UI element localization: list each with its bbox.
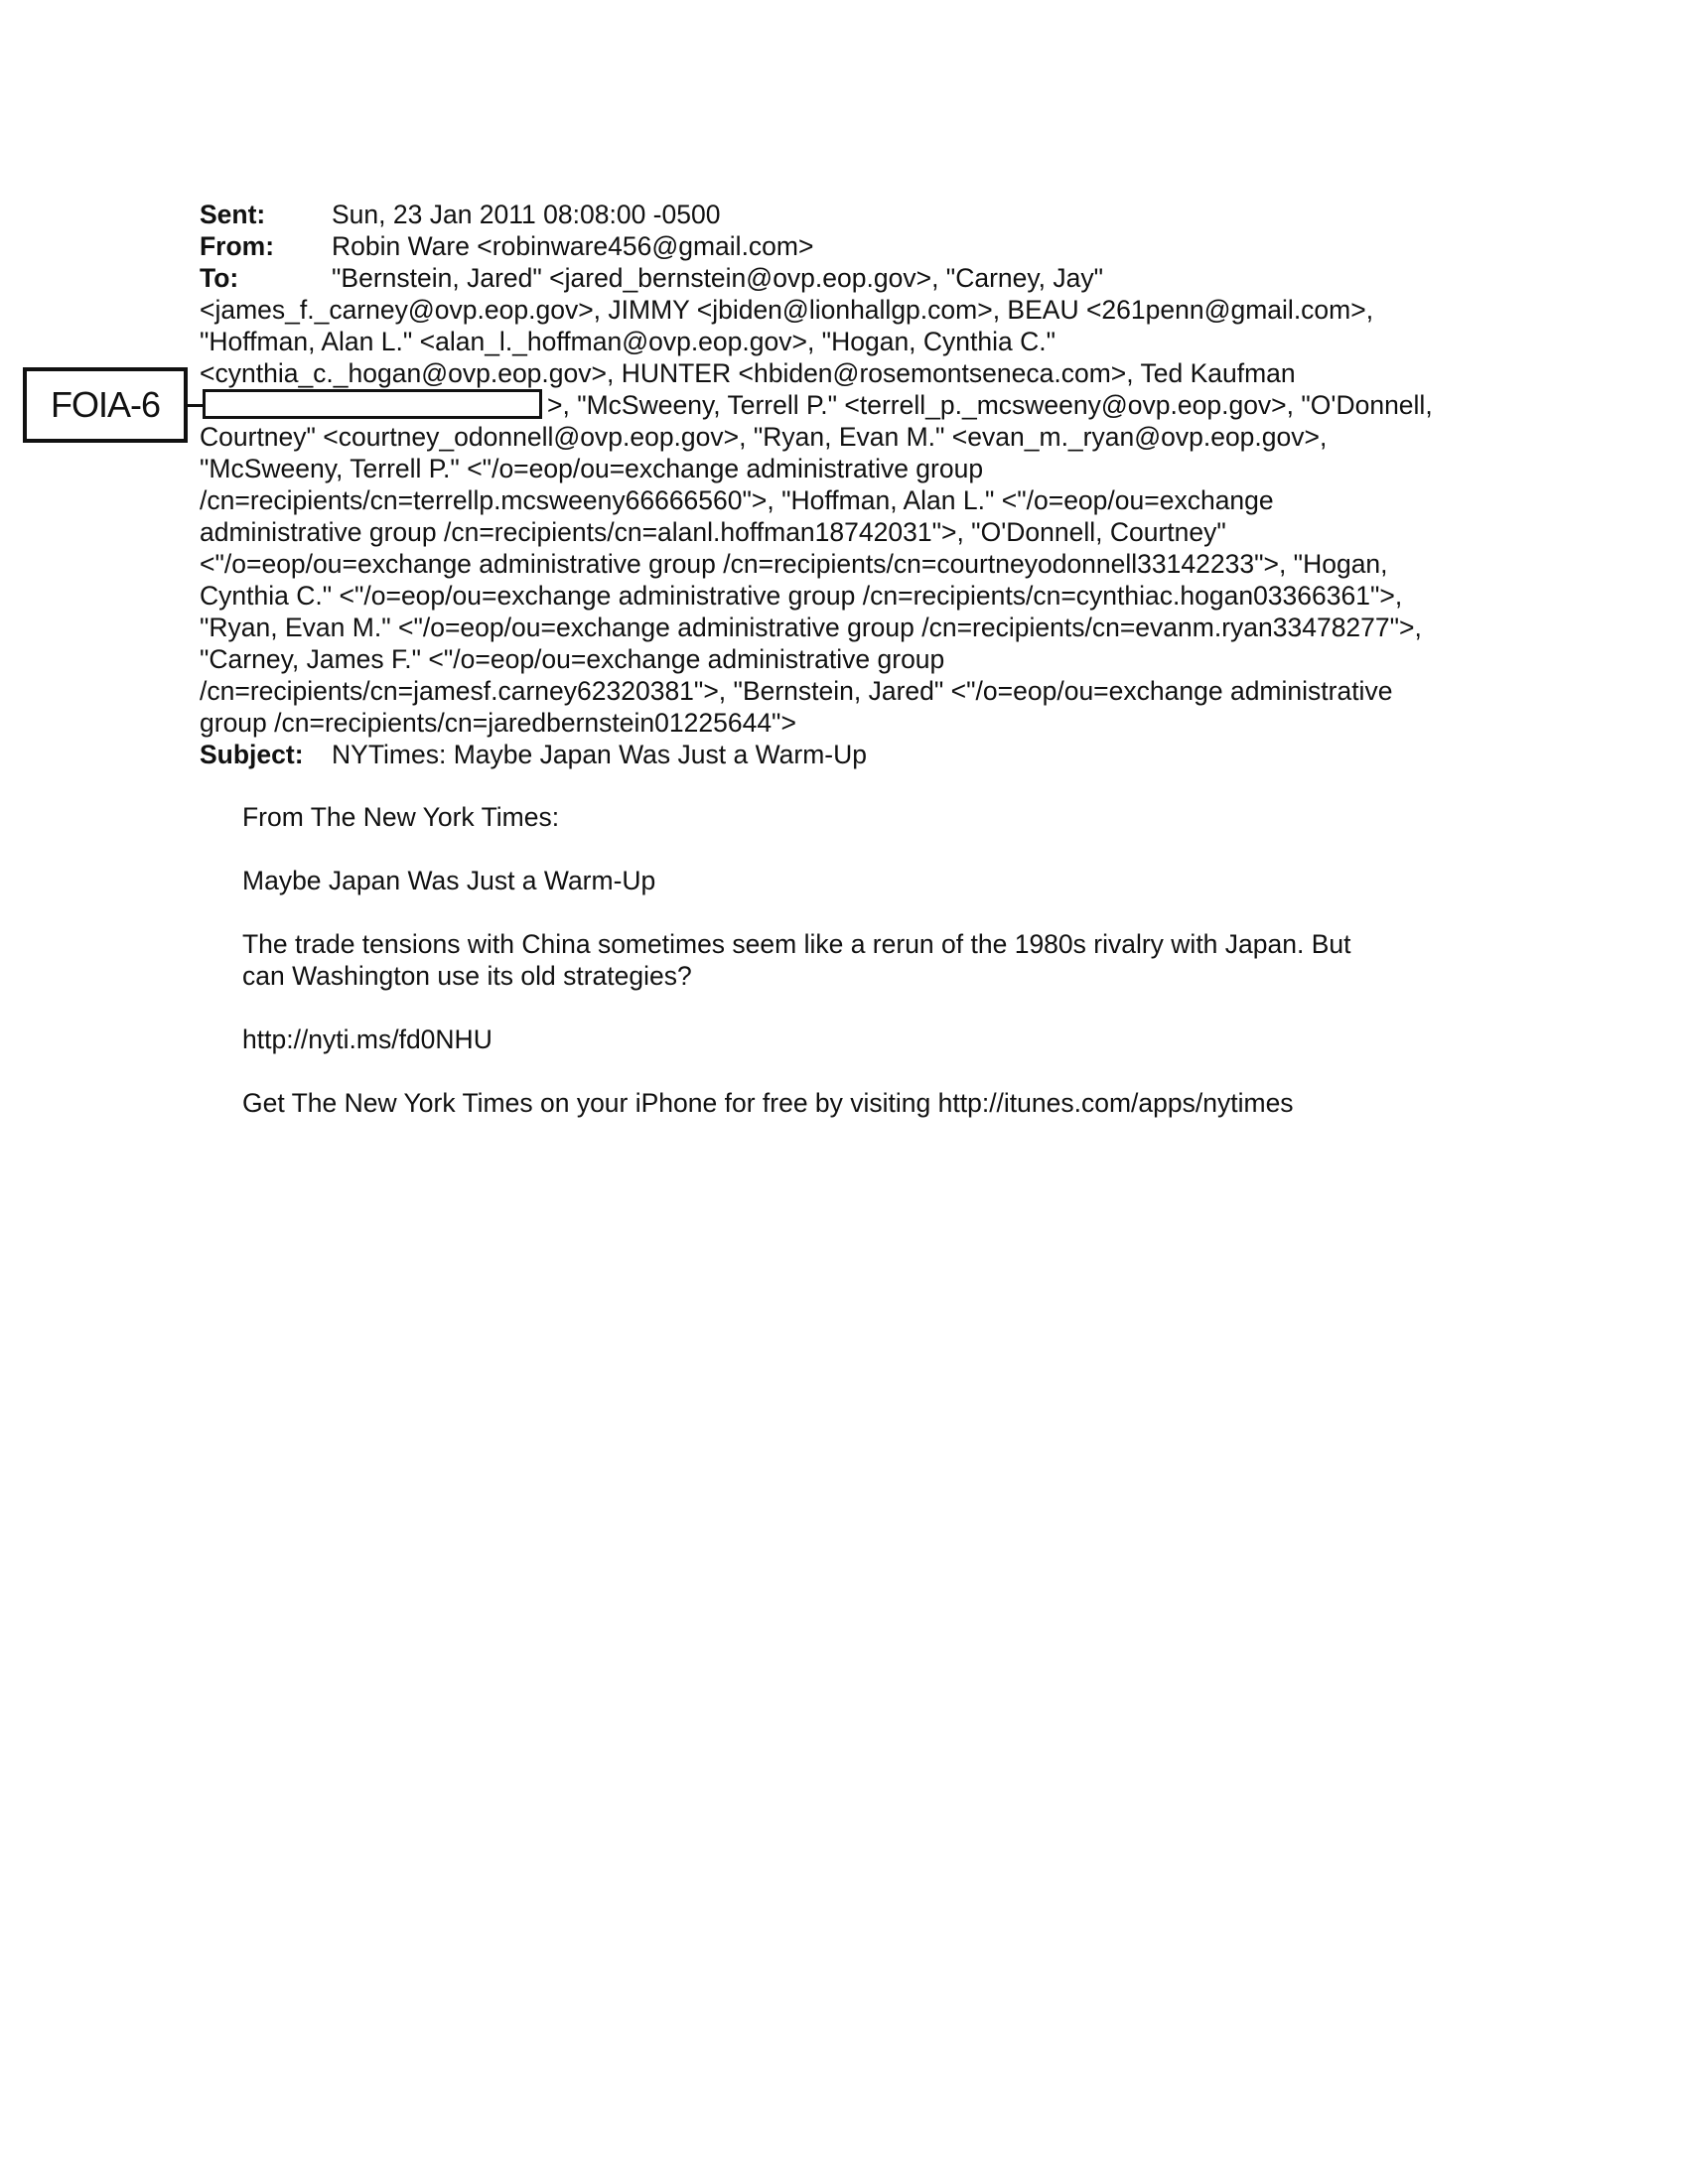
redaction-connector (188, 404, 203, 407)
from-value: Robin Ware <robinware456@gmail.com> (332, 231, 814, 261)
subject-row (200, 739, 1490, 770)
subject-value: NYTimes: Maybe Japan Was Just a Warm-Up (332, 740, 867, 769)
to-line: "Hoffman, Alan L." <alan_l._hoffman@ovp.eop.gov>, "Hogan, Cynthia C." (200, 327, 1056, 356)
to-line: Courtney" <courtney_odonnell@ovp.eop.gov>, "Ryan, Evan M." <evan_m._ryan@ovp.eop.gov>, (200, 422, 1328, 452)
to-line: <"/o=eop/ou=exchange administrative group /cn=recipients/cn=courtneyodonnell33142233">, "Hogan, (200, 549, 1388, 579)
promo-text: Get The New York Times on your iPhone for free by visiting http://itunes.com/apps/nytimes (242, 1088, 1294, 1118)
article-headline: Maybe Japan Was Just a Warm-Up (242, 866, 656, 895)
to-line: administrative group /cn=recipients/cn=alanl.hoffman18742031">, "O'Donnell, Courtney" (200, 517, 1226, 547)
to-line: <james_f._carney@ovp.eop.gov>, JIMMY <jbiden@lionhallgp.com>, BEAU <261penn@gmail.com>, (200, 295, 1374, 325)
to-line: /cn=recipients/cn=jamesf.carney62320381">, "Bernstein, Jared" <"/o=eop/ou=exchange administrative (200, 676, 1393, 706)
to-line: "Carney, James F." <"/o=eop/ou=exchange administrative group (200, 644, 945, 674)
to-line: /cn=recipients/cn=terrellp.mcsweeny66666560">, "Hoffman, Alan L." <"/o=eop/ou=exchange (200, 485, 1274, 515)
to-line: group /cn=recipients/cn=jaredbernstein01225644"> (200, 708, 796, 738)
sent-value: Sun, 23 Jan 2011 08:08:00 -0500 (332, 200, 721, 229)
sent-label: Sent: (200, 200, 266, 229)
article-link: http://nyti.ms/fd0NHU (242, 1024, 492, 1054)
redaction-box (203, 389, 542, 419)
summary-line: The trade tensions with China sometimes seem like a rerun of the 1980s rivalry with Japan. But (242, 929, 1351, 959)
to-line: "Ryan, Evan M." <"/o=eop/ou=exchange administrative group /cn=recipients/cn=evanm.ryan33478277">, (200, 613, 1422, 642)
to-line-after-redaction: >, "McSweeny, Terrell P." <terrell_p._mcsweeny@ovp.eop.gov>, "O'Donnell, (547, 390, 1433, 420)
article-summary (242, 928, 1434, 992)
to-line: Cynthia C." <"/o=eop/ou=exchange administrative group /cn=recipients/cn=cynthiac.hogan03366361">, (200, 581, 1403, 611)
sent-row (200, 199, 1490, 230)
to-line: <cynthia_c._hogan@ovp.eop.gov>, HUNTER <hbiden@rosemontseneca.com>, Ted Kaufman (200, 358, 1296, 388)
from-label: From: (200, 231, 275, 261)
body-intro: From The New York Times: (242, 802, 560, 832)
to-label: To: (200, 263, 239, 293)
to-row (200, 262, 1490, 294)
email-header (200, 199, 1490, 770)
to-line: "Bernstein, Jared" <jared_bernstein@ovp.eop.gov>, "Carney, Jay" (332, 263, 1104, 293)
subject-label: Subject: (200, 740, 304, 769)
to-line: "McSweeny, Terrell P." <"/o=eop/ou=exchange administrative group (200, 454, 984, 483)
from-row (200, 230, 1490, 262)
foia-tag: FOIA-6 (23, 367, 188, 443)
email-body (242, 801, 1434, 1151)
summary-line: can Washington use its old strategies? (242, 961, 692, 991)
